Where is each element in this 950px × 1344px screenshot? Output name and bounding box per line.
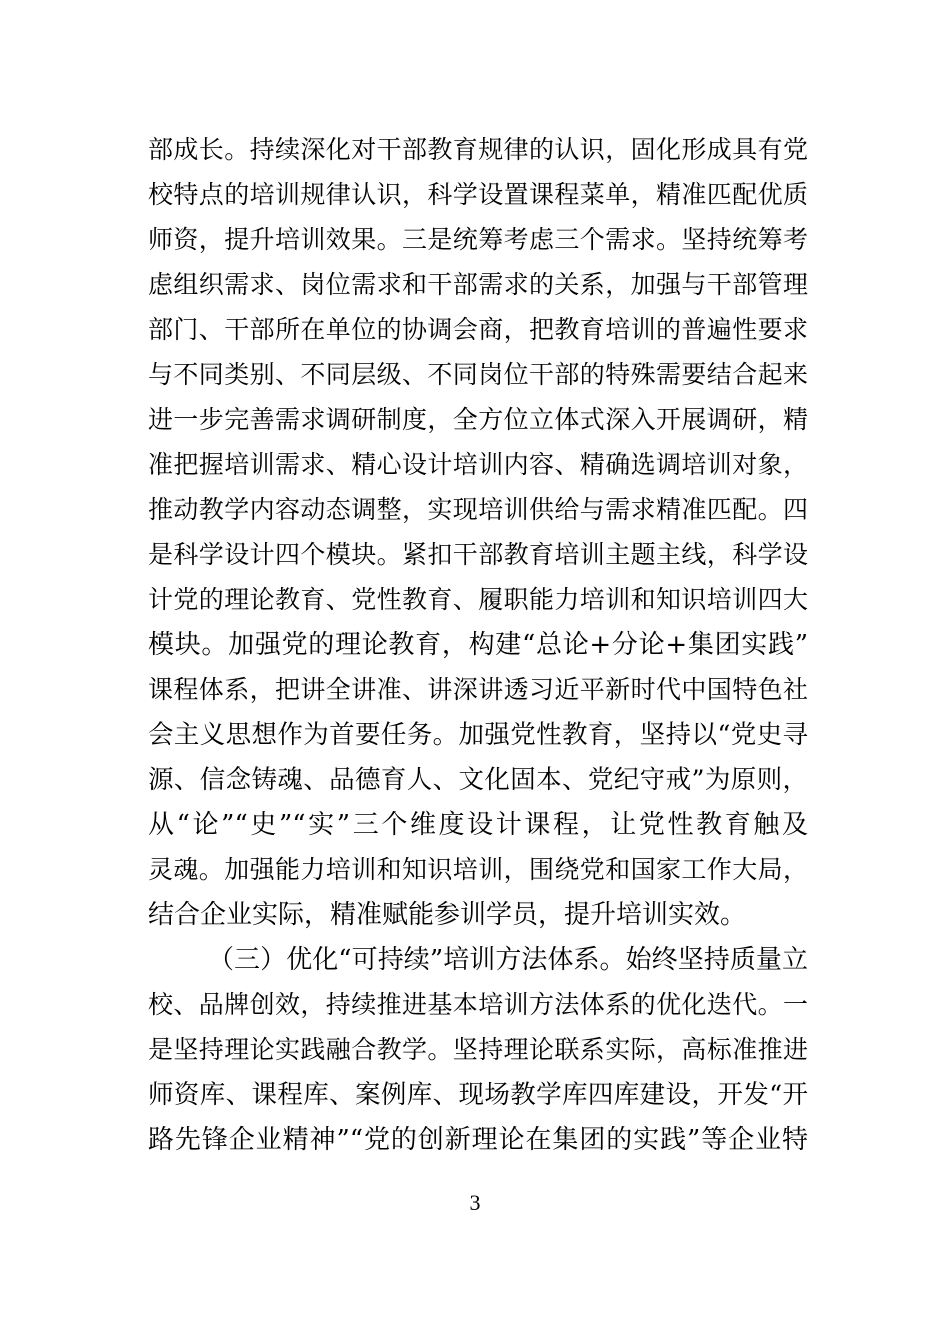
- text-line: 路先锋企业精神”“党的创新理论在集团的实践”等企业特: [148, 1125, 808, 1155]
- text-line: 准把握培训需求、精心设计培训内容、精确选调培训对象，: [148, 450, 808, 479]
- text-line: 课程体系，把讲全讲准、讲深讲透习近平新时代中国特色社: [148, 675, 808, 704]
- text-line: 是科学设计四个模块。紧扣干部教育培训主题主线，科学设: [148, 540, 808, 569]
- text-line: 校、品牌创效，持续推进基本培训方法体系的优化迭代。一: [148, 990, 808, 1019]
- text-line: 是坚持理论实践融合教学。坚持理论联系实际，高标准推进: [148, 1035, 808, 1064]
- text-line: 会主义思想作为首要任务。加强党性教育，坚持以“党史寻: [148, 720, 808, 750]
- text-line: 计党的理论教育、党性教育、履职能力培训和知识培训四大: [148, 585, 808, 614]
- text-line: 结合企业实际，精准赋能参训学员，提升培训实效。: [148, 900, 747, 930]
- text-line: 模块。加强党的理论教育，构建“总论+分论+集团实践”: [148, 630, 808, 660]
- text-line: 校特点的培训规律认识，科学设置课程菜单，精准匹配优质: [148, 180, 808, 209]
- text-line: 部成长。持续深化对干部教育规律的认识，固化形成具有党: [148, 135, 808, 164]
- text-line: 师资库、课程库、案例库、现场教学库四库建设，开发“开: [148, 1080, 808, 1110]
- text-line: 推动教学内容动态调整，实现培训供给与需求精准匹配。四: [148, 495, 808, 524]
- section-heading-line: （三）优化“可持续”培训方法体系。始终坚持质量立: [208, 945, 808, 975]
- page-number: 3: [469, 1190, 481, 1215]
- text-line: 进一步完善需求调研制度，全方位立体式深入开展调研，精: [148, 405, 808, 434]
- text-line: 源、信念铸魂、品德育人、文化固本、党纪守戒”为原则，: [148, 765, 808, 795]
- text-line: 虑组织需求、岗位需求和干部需求的关系，加强与干部管理: [148, 270, 808, 299]
- text-line: 灵魂。加强能力培训和知识培训，围绕党和国家工作大局，: [148, 855, 808, 884]
- text-line: 师资，提升培训效果。三是统筹考虑三个需求。坚持统筹考: [148, 225, 808, 254]
- text-line: 从“论”“史”“实”三个维度设计课程，让党性教育触及: [148, 810, 808, 840]
- text-line: 与不同类别、不同层级、不同岗位干部的特殊需要结合起来: [148, 360, 808, 389]
- text-line: 部门、干部所在单位的协调会商，把教育培训的普遍性要求: [148, 315, 808, 344]
